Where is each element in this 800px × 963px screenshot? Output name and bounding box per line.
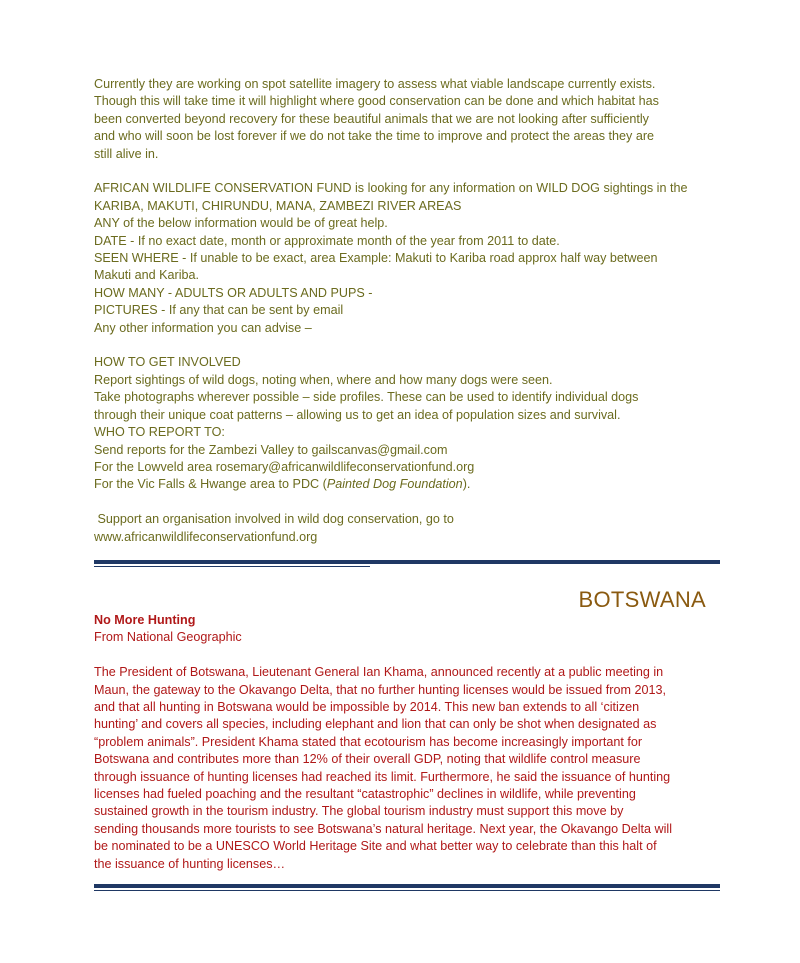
divider-thin — [94, 566, 370, 567]
text-line: The President of Botswana, Lieutenant General Ian Khama, announced recently at a public meeting in — [94, 665, 664, 680]
wild-dog-section — [94, 76, 714, 546]
intro-paragraph — [94, 76, 714, 163]
text-line: ANY of the below information would be of great help. — [94, 216, 388, 231]
vic-falls-suffix: ). — [462, 477, 471, 492]
text-line: AFRICAN WILDLIFE CONSERVATION FUND is looking for any information on WILD DOG sightings in the — [94, 181, 688, 196]
text-line: sending thousands more tourists to see Botswana’s natural heritage. Next year, the Okavango Delta will — [94, 821, 673, 836]
text-line: HOW MANY - ADULTS OR ADULTS AND PUPS - — [94, 285, 373, 300]
vic-falls-prefix: For the Vic Falls & Hwange area to PDC ( — [94, 477, 327, 492]
divider-thin — [94, 890, 720, 891]
text-line: Report sightings of wild dogs, noting when, where and how many dogs were seen. — [94, 372, 553, 387]
vic-falls-org: Painted Dog Foundation — [326, 477, 463, 492]
article-body — [94, 664, 714, 873]
text-line: Take photographs wherever possible – side profiles. These can be used to identify individual dogs — [94, 390, 639, 405]
text-line: Currently they are working on spot satellite imagery to assess what viable landscape currently exists. — [94, 77, 656, 91]
text-line: sustained growth in the tourism industry. The global tourism industry must support this move by — [94, 804, 624, 819]
contact-line-vic-falls — [94, 476, 714, 493]
text-line: DATE - If no exact date, month or approximate month of the year from 2011 to date. — [94, 233, 560, 248]
text-line: Maun, the gateway to the Okavango Delta, that no further hunting licenses would be issued from 2013, — [94, 682, 666, 697]
website-link[interactable]: www.africanwildlifeconservationfund.org — [94, 529, 318, 544]
text-line: Though this will take time it will highlight where good conservation can be done and which habitat has — [94, 94, 659, 109]
contact-line-zambezi: Send reports for the Zambezi Valley to gailscanvas@gmail.com — [94, 442, 448, 457]
article-title: No More Hunting — [94, 613, 196, 627]
text-line: “problem animals”. President Khama stated that ecotourism has become increasingly important for — [94, 734, 643, 749]
text-line: SEEN WHERE - If unable to be exact, area Example: Makuti to Kariba road approx half way between — [94, 251, 658, 266]
section-divider — [94, 560, 720, 567]
section-heading: WHO TO REPORT TO: — [94, 425, 225, 440]
text-line: hunting’ and covers all species, including elephant and lion that can only be shot when designated as — [94, 717, 657, 732]
text-line: through issuance of hunting licenses had reached its limit. Furthermore, he said the issuance of hunting — [94, 769, 671, 784]
text-line: be nominated to be a UNESCO World Heritage Site and what better way to celebrate than this halt of — [94, 839, 657, 854]
contact-line-lowveld: For the Lowveld area rosemary@africanwildlifeconservationfund.org — [94, 459, 475, 474]
text-line: and who will soon be lost forever if we do not take the time to improve and protect the areas they are — [94, 129, 655, 144]
divider-thick — [94, 884, 720, 888]
divider-thick — [94, 560, 720, 564]
section-divider — [94, 884, 720, 891]
text-line: Makuti and Kariba. — [94, 268, 200, 283]
text-line: PICTURES - If any that can be sent by email — [94, 303, 344, 318]
section-heading: HOW TO GET INVOLVED — [94, 355, 241, 370]
botswana-article — [94, 612, 714, 873]
text-line: KARIBA, MAKUTI, CHIRUNDU, MANA, ZAMBEZI RIVER AREAS — [94, 198, 462, 213]
article-source: From National Geographic — [94, 630, 242, 645]
botswana-heading: BOTSWANA — [578, 587, 706, 612]
involved-section — [94, 354, 714, 493]
text-line: Any other information you can advise – — [94, 320, 312, 335]
text-line: Support an organisation involved in wild dog conservation, go to — [94, 512, 454, 527]
text-line: through their unique coat patterns – allowing us to get an idea of population sizes and survival. — [94, 407, 621, 422]
text-line: been converted beyond recovery for these beautiful animals that we are not looking after sufficiently — [94, 111, 649, 126]
text-line: Botswana and contributes more than 12% of their overall GDP, noting that wildlife control measure — [94, 752, 641, 767]
request-section — [94, 180, 714, 337]
support-section — [94, 511, 714, 546]
text-line: still alive in. — [94, 146, 159, 161]
text-line: licenses had fueled poaching and the resultant “catastrophic” declines in wildlife, while preventing — [94, 787, 636, 802]
text-line: and that all hunting in Botswana would be impossible by 2014. This new ban extends to all ‘citizen — [94, 700, 640, 715]
text-line: the issuance of hunting licenses… — [94, 856, 286, 871]
